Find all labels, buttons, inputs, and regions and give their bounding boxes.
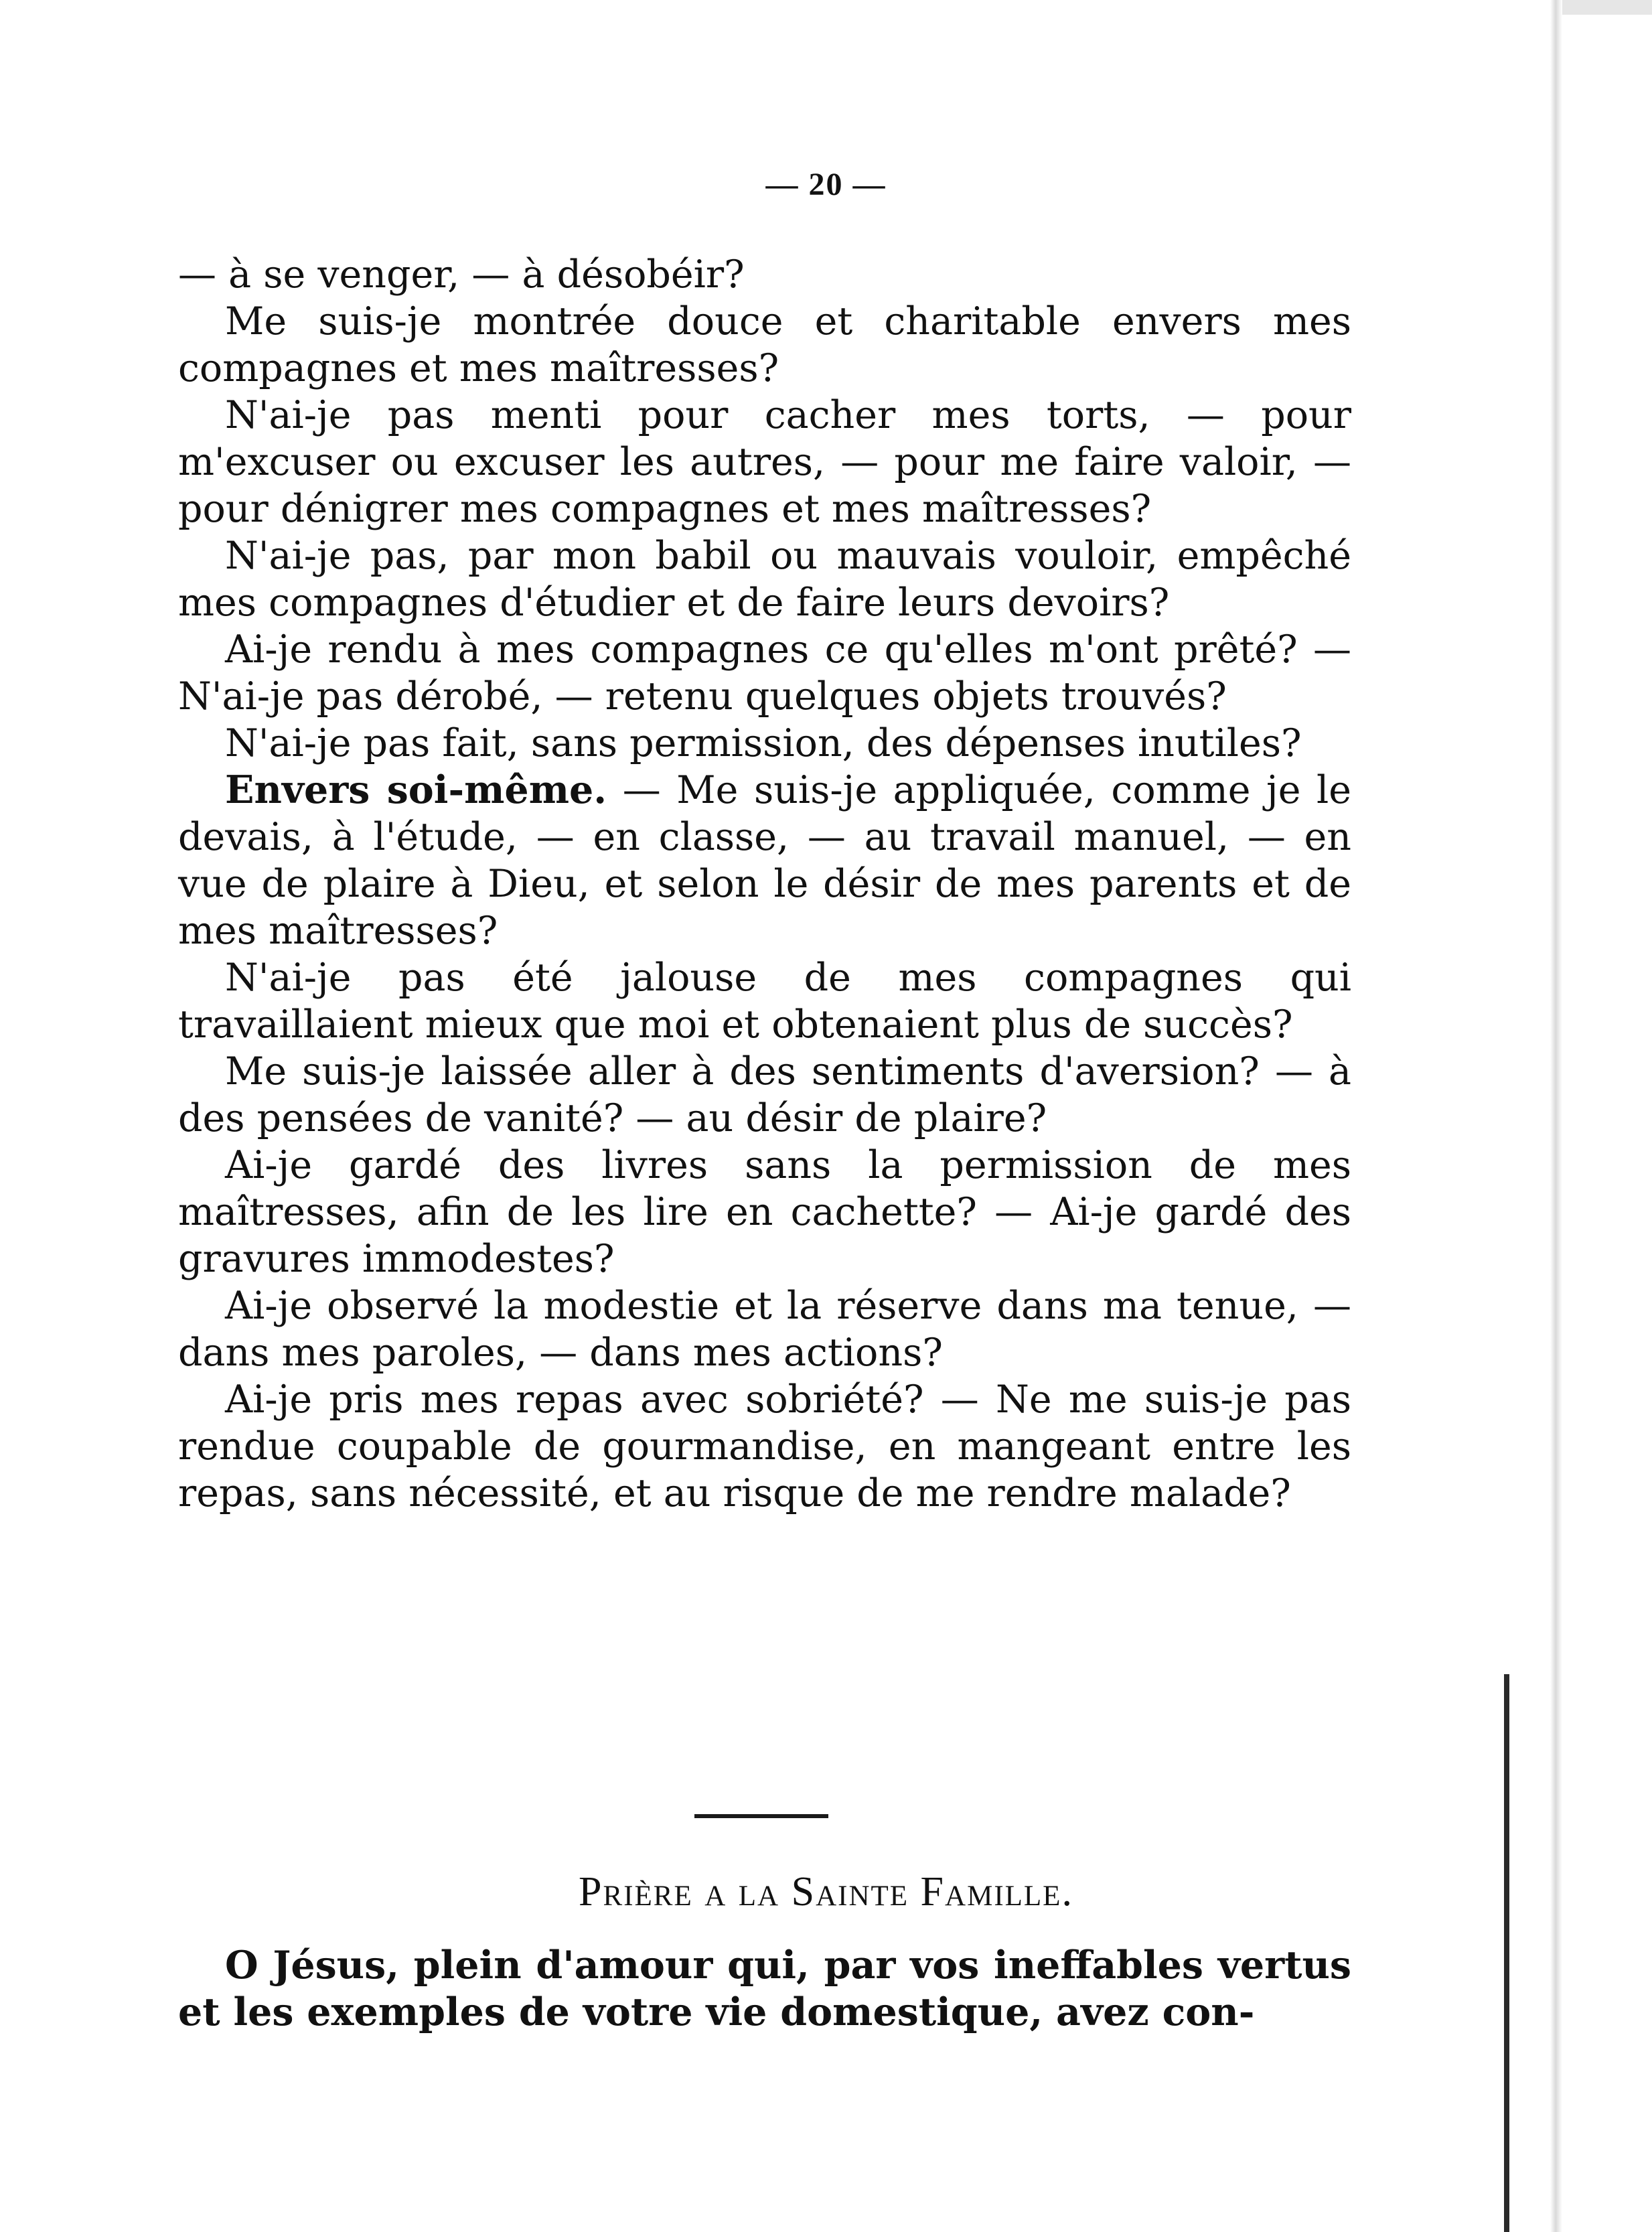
paragraph: Me suis-je montrée douce et charitable envers mes compagnes et mes maîtresses? bbox=[178, 299, 1351, 390]
section-label: Envers soi-même. bbox=[225, 767, 607, 812]
section-divider bbox=[694, 1814, 828, 1818]
page-number: — 20 — bbox=[765, 167, 887, 202]
examination-text bbox=[178, 251, 1351, 1517]
paragraph: Me suis-je laissée aller à des sentiments d'aversion? — à des pensées de vanité? — au désir de plaire? bbox=[178, 1049, 1351, 1140]
page-shadow bbox=[1554, 0, 1652, 15]
paragraph: Ai-je rendu à mes compagnes ce qu'elles m'ont prêté? — N'ai-je pas dérobé, — retenu quelques objets trouvés? bbox=[178, 627, 1351, 719]
paragraph: Ai-je gardé des livres sans la permission de mes maîtresses, afin de les lire en cachette? — Ai-je gardé des gravures immodestes? bbox=[178, 1143, 1351, 1281]
paragraph-envers-soi-meme bbox=[178, 767, 1351, 954]
binding-edge bbox=[1504, 1674, 1509, 2232]
paragraph: Ai-je observé la modestie et la réserve dans ma tenue, — dans mes paroles, — dans mes actions? bbox=[178, 1284, 1351, 1375]
paragraph: N'ai-je pas menti pour cacher mes torts, — pour m'excuser ou excuser les autres, — pour me faire valoir, — pour dénigrer mes compagnes et mes maîtresses? bbox=[178, 393, 1351, 531]
section-text: — Me suis-je appliquée, comme je le devais, à l'étude, — en classe, — au travail manuel, — en vue de plaire à Dieu, et selon le désir de mes parents et de mes maîtresses? bbox=[178, 768, 1352, 953]
prayer-text: O Jésus, plein d'amour qui, par vos ineffables vertus et les exemples de votre vie domestique, avez con- bbox=[178, 1943, 1351, 2034]
paragraph: N'ai-je pas été jalouse de mes compagnes qui travaillaient mieux que moi et obtenaient plus de succès? bbox=[178, 956, 1351, 1047]
paragraph: N'ai-je pas, par mon babil ou mauvais vouloir, empêché mes compagnes d'étudier et de faire leurs devoirs? bbox=[178, 534, 1351, 625]
section-heading: Prière a la Sainte Famille. bbox=[579, 1869, 1073, 1915]
paragraph: Ai-je pris mes repas avec sobriété? — Ne me suis-je pas rendue coupable de gourmandise, en mangeant entre les repas, sans nécessité, et au risque de me rendre malade? bbox=[178, 1378, 1351, 1515]
paragraph: N'ai-je pas fait, sans permission, des dépenses inutiles? bbox=[225, 721, 1302, 765]
paragraph: — à se venger, — à désobéir? bbox=[178, 252, 745, 297]
